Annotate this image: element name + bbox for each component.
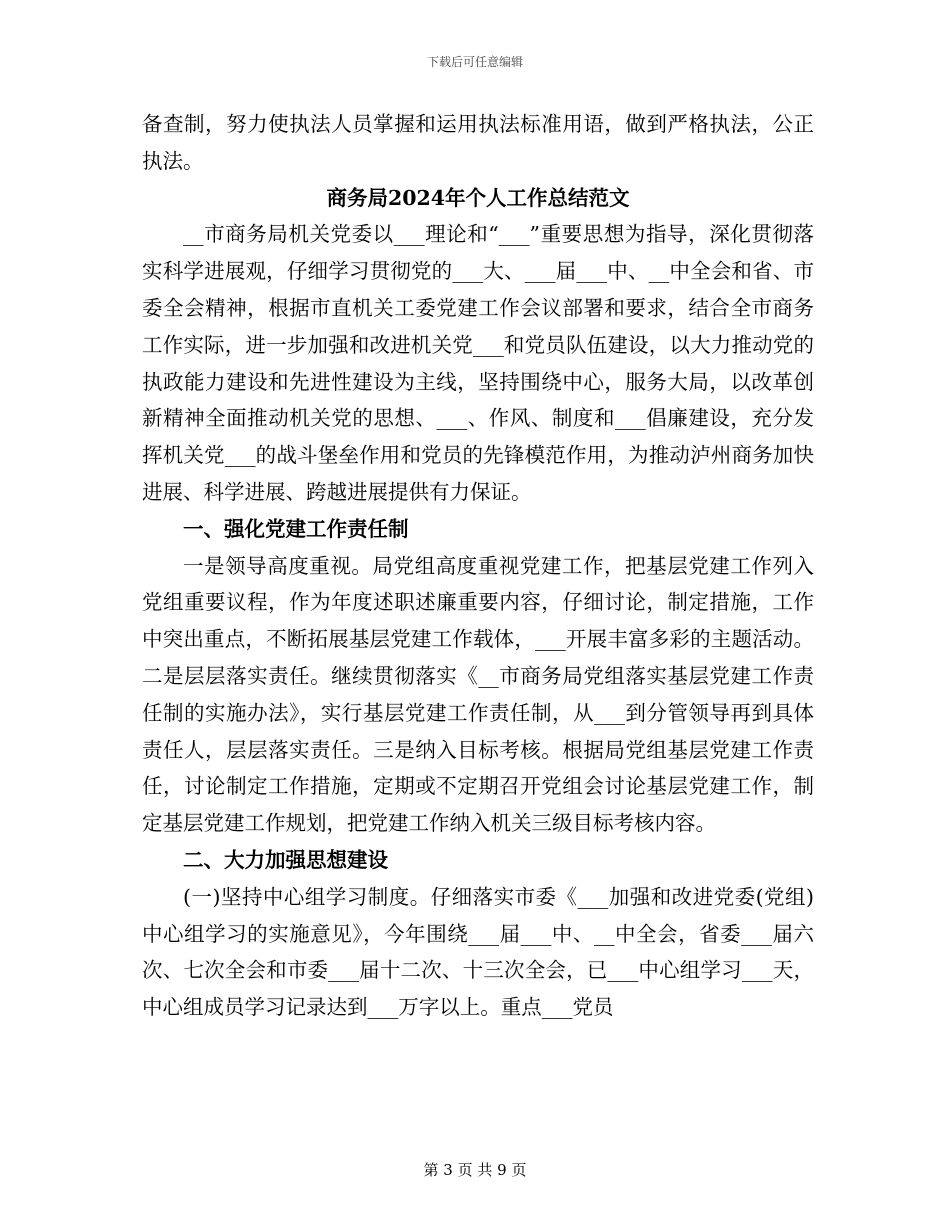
page-header-note: 下载后可任意编辑	[426, 55, 523, 69]
body-paragraph-2: 一是领导高度重视。局党组高度重视党建工作，把基层党建工作列入党组重要议程，作为年度述职述廉重要内容，仔细讨论，制定措施，工作中突出重点，不断拓展基层党建工作载体，___开展丰富多彩的主题活动。二是层层落实责任。继续贯彻落实《__市商务局党组落实基层党建工作责任制的实施办法》，实行基层党建工作责任制，从___到分管领导再到具体责任人，层层落实责任。三是纳入目标考核。根据局党组基层党建工作责任，讨论制定工作措施，定期或不定期召开党组会讨论基层党建工作，制定基层党建工作规划，把党建工作纳入机关三级目标考核内容。	[142, 553, 814, 836]
page-number-footer: 第 3 页 共 9 页	[423, 1161, 527, 1179]
intro-continuation-paragraph: 备查制，努力使执法人员掌握和运用执法标准用语，做到严格执法，公正执法。	[142, 112, 814, 173]
body-paragraph-1: __市商务局机关党委以___理论和“___”重要思想为指导，深化贯彻落实科学进展观，仔细学习贯彻党的___大、___届___中、__中全会和省、市委全会精神，根据市直机关工委党建工作会议部署和要求，结合全市商务工作实际，进一步加强和改进机关党___和党员队伍建设，以大力推动党的执政能力建设和先进性建设为主线，坚持围绕中心，服务大局，以改革创新精神全面推动机关党的思想、___、作风、制度和___倡廉建设，充分发挥机关党___的战斗堡垒作用和党员的先锋模范作用，为推动泸州商务加快进展、科学进展、跨越进展提供有力保证。	[142, 222, 814, 504]
document-title: 商务局2024年个人工作总结范文	[326, 185, 630, 210]
document-body	[142, 106, 814, 1026]
section-heading-1: 一、强化党建工作责任制	[183, 516, 409, 541]
section-heading-2: 二、大力加强思想建设	[183, 847, 388, 872]
body-paragraph-3: (一)坚持中心组学习制度。仔细落实市委《___加强和改进党委(党组)中心组学习的实施意见》，今年围绕___届___中、__中全会，省委___届六次、七次全会和市委___届十二次、十三次全会，已___中心组学习___天，中心组成员学习记录达到___万字以上。重点___党员	[142, 884, 814, 1020]
